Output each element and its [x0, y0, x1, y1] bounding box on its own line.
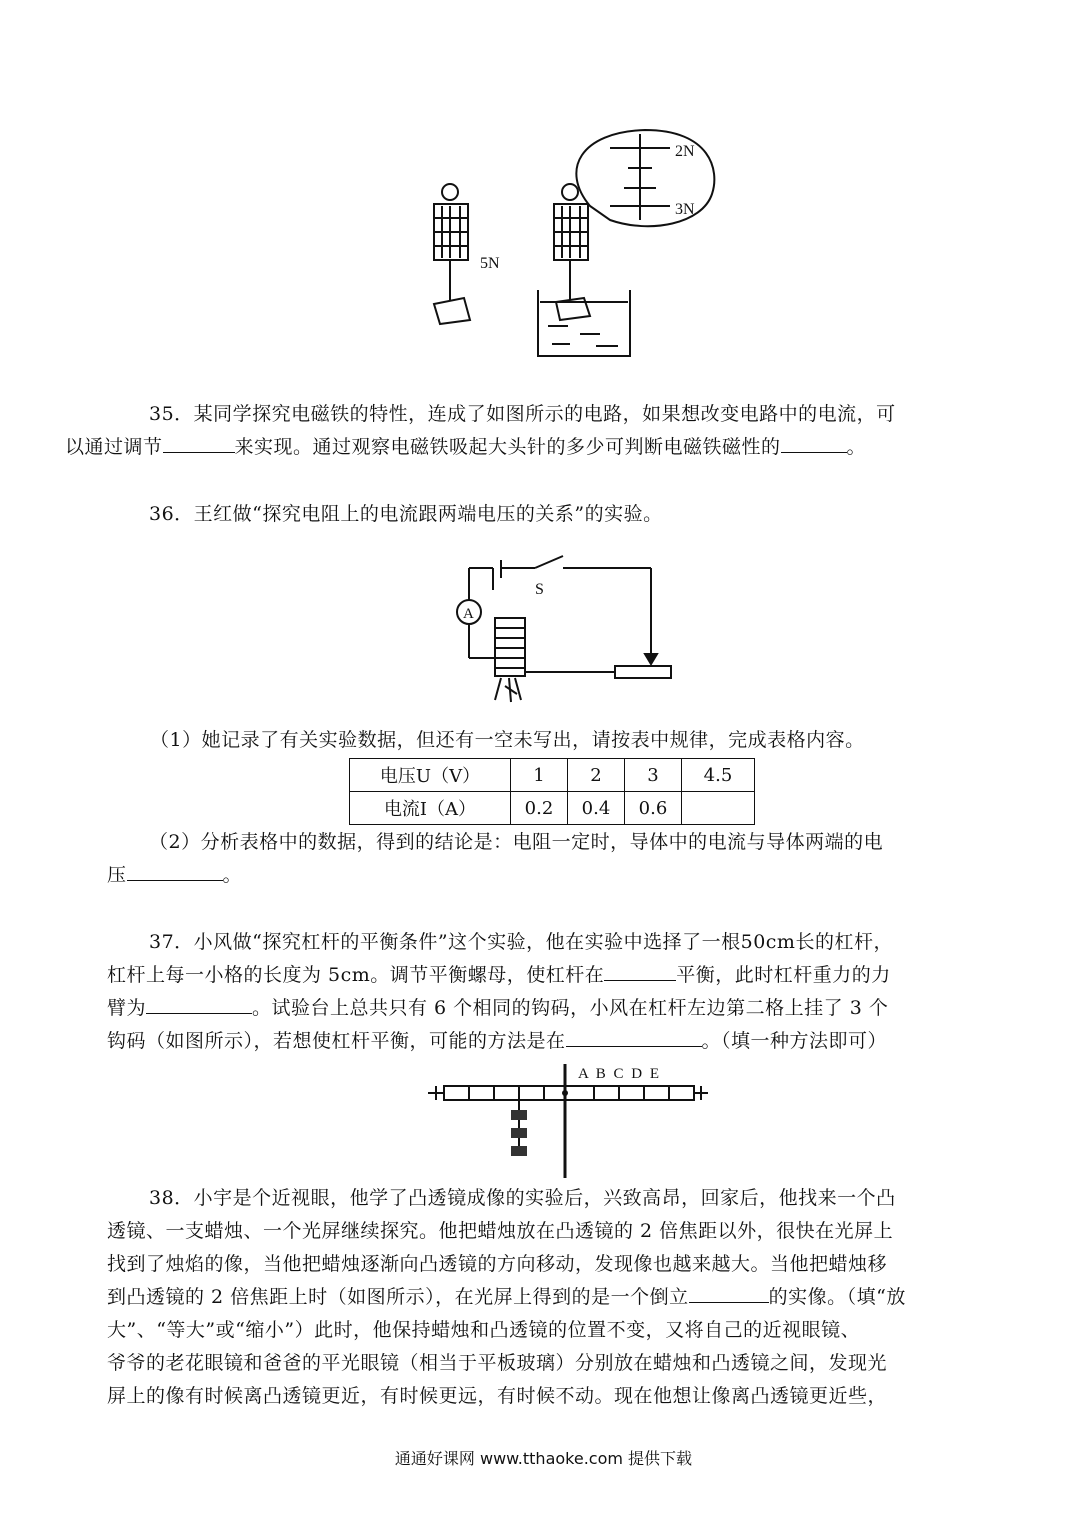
q35-blank-2[interactable] [781, 432, 847, 453]
circuit-diagram [455, 550, 675, 708]
q37-line3b: 。试验台上总共只有 6 个相同的钩码，小风在杠杆左边第二格上挂了 3 个 [252, 997, 889, 1019]
q36-blank[interactable] [127, 860, 223, 881]
table-cell: 2 [568, 759, 625, 792]
q38-line7: 屏上的像有时候离凸透镜更近，有时候更远，有时候不动。现在他想让像离凸透镜更近些， [107, 1385, 888, 1407]
q38-line4b: 的实像。（填“放 [768, 1286, 906, 1308]
question-36-intro [107, 498, 979, 531]
q36-part2 [107, 826, 979, 892]
q38-line5: 大”、“等大”或“缩小”）此时，他保持蜡烛和凸透镜的位置不变，又将自己的近视眼镜、 [107, 1319, 861, 1341]
table-cell: 1 [511, 759, 568, 792]
q37-line1: 37．小风做“探究杠杆的平衡条件”这个实验，他在实验中选择了一根50cm长的杠杆， [149, 931, 893, 953]
q38-line6: 爷爷的老花眼镜和爸爸的平光眼镜（相当于平板玻璃）分别放在蜡烛和凸透镜之间，发现光 [107, 1352, 888, 1374]
q37-line3a: 臂为 [107, 997, 147, 1019]
q38-line4a: 到凸透镜的 2 倍焦距上时（如图所示），在光屏上得到的是一个倒立 [107, 1286, 689, 1308]
q36-part2-line2a: 压 [107, 864, 127, 886]
table-cell: 0.2 [511, 792, 568, 825]
ammeter-label: A [463, 606, 474, 622]
table-header-voltage: 电压U（V） [350, 759, 511, 792]
left-spring-scale [434, 184, 470, 324]
hooked-weights [511, 1110, 527, 1156]
question-38 [107, 1182, 979, 1413]
page-footer: 通通好课网 www.tthaoke.com 提供下载 [394, 1449, 693, 1468]
q35-line1: 35．某同学探究电磁铁的特性，连成了如图所示的电路，如果想改变电路中的电流，可 [149, 403, 896, 425]
label-3n: 3N [675, 201, 695, 218]
q37-blank-2[interactable] [146, 993, 252, 1014]
q36-part2-line1: （2）分析表格中的数据，得到的结论是：电阻一定时，导体中的电流与导体两端的电 [149, 831, 884, 853]
question-35 [65, 398, 979, 464]
q37-line2a: 杠杆上每一小格的长度为 5cm。调节平衡螺母，使杠杆在 [107, 964, 605, 986]
q38-line1: 38．小宇是个近视眼，他学了凸透镜成像的实验后，兴致高昂，回家后，他找来一个凸 [149, 1187, 896, 1209]
q35-blank-1[interactable] [163, 432, 235, 453]
q37-line4b: 。（填一种方法即可） [701, 1030, 888, 1052]
q36-part1-text: （1）她记录了有关实验数据，但还有一空未写出，请按表中规律，完成表格内容。 [150, 729, 865, 751]
q37-line2b: 平衡，此时杠杆重力的力 [676, 964, 891, 986]
spring-scale-figure [420, 120, 720, 365]
question-37 [107, 926, 979, 1058]
table-header-current: 电流I（A） [350, 792, 511, 825]
q36-intro-text: 36．王红做“探究电阻上的电流跟两端电压的关系”的实验。 [149, 503, 663, 525]
table-cell: 4.5 [682, 759, 755, 792]
data-table [349, 758, 755, 825]
table-row [350, 792, 755, 825]
switch-label: S [535, 581, 544, 598]
q38-line2: 透镜、一支蜡烛、一个光屏继续探究。他把蜡烛放在凸透镜的 2 倍焦距以外，很快在光屏上 [107, 1220, 894, 1242]
table-cell: 0.6 [625, 792, 682, 825]
q37-blank-1[interactable] [604, 960, 676, 981]
label-2n: 2N [675, 143, 695, 160]
q35-line2b: 来实现。通过观察电磁铁吸起大头针的多少可判断电磁铁磁性的 [234, 436, 781, 458]
lever-labels: A B C D E [578, 1066, 662, 1082]
table-row [350, 759, 755, 792]
q37-line4a: 钩码（如图所示），若想使杠杆平衡，可能的方法是在 [107, 1030, 566, 1052]
q37-blank-3[interactable] [566, 1026, 702, 1047]
table-cell: 3 [625, 759, 682, 792]
right-spring-scale [538, 184, 630, 356]
q36-part1 [150, 724, 980, 757]
lever-diagram [420, 1058, 720, 1180]
q38-blank[interactable] [689, 1282, 769, 1303]
q35-line2a: 以通过调节 [65, 436, 163, 458]
q35-line2c: 。 [846, 436, 867, 458]
table-answer-cell[interactable] [682, 792, 755, 825]
label-5n: 5N [480, 255, 500, 272]
table-cell: 0.4 [568, 792, 625, 825]
q36-part2-line2b: 。 [222, 864, 243, 886]
q38-line3: 找到了烛焰的像，当他把蜡烛逐渐向凸透镜的方向移动，发现像也越来越大。当他把蜡烛移 [107, 1253, 888, 1275]
